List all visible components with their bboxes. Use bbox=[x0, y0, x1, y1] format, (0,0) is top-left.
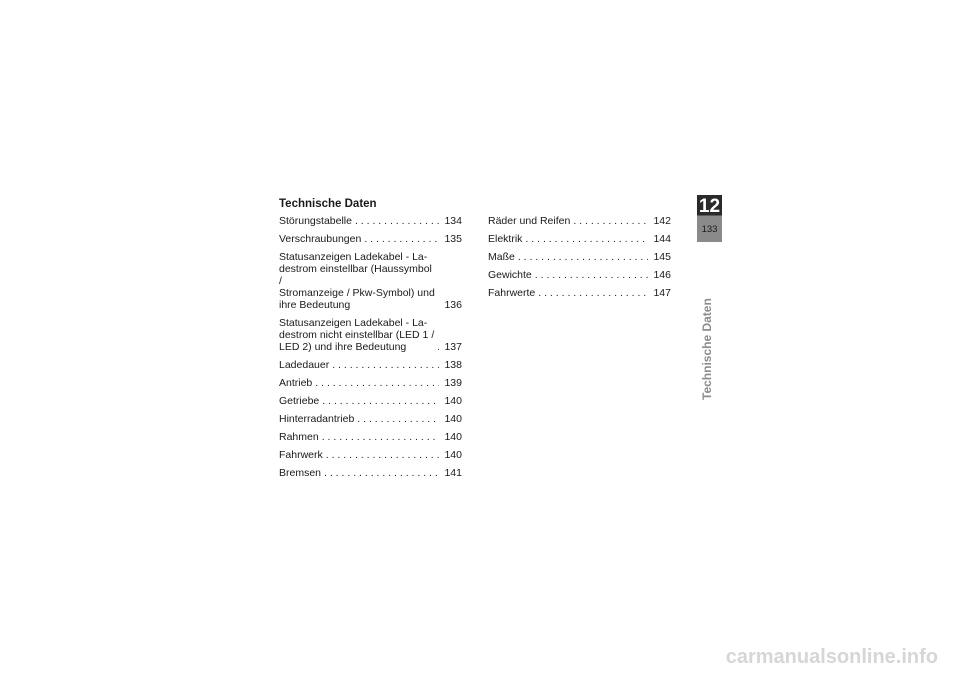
chapter-tab bbox=[697, 195, 722, 242]
toc-entry[interactable]: Ladedauer . . . 138 bbox=[279, 359, 462, 371]
toc-entry[interactable]: Störungstabelle . . . 134 bbox=[279, 215, 462, 227]
toc-entry[interactable]: Bremsen . . . 141 bbox=[279, 467, 462, 479]
toc-entry[interactable]: Räder und Reifen . . . 142 bbox=[488, 215, 671, 227]
toc-entry[interactable]: Elektrik . . . 144 bbox=[488, 233, 671, 245]
watermark: carmanualsonline.info bbox=[725, 646, 938, 668]
toc-entry[interactable]: Fahrwerk . . . 140 bbox=[279, 449, 462, 461]
toc-entry[interactable]: Maße . . . 145 bbox=[488, 251, 671, 263]
toc-right-column bbox=[488, 215, 671, 305]
toc-entry[interactable]: Gewichte . . . 146 bbox=[488, 269, 671, 281]
toc-entry[interactable]: Fahrwerte . . . 147 bbox=[488, 287, 671, 299]
toc-entry[interactable]: Rahmen . . . 140 bbox=[279, 431, 462, 443]
toc-entry[interactable]: Statusanzeigen Ladekabel - La- destrom nicht einstellbar (LED 1 / LED 2) und ihre Bedeutung . . . 137 bbox=[279, 317, 462, 353]
toc-entry[interactable]: Verschraubungen . . . 135 bbox=[279, 233, 462, 245]
chapter-number: 12 bbox=[698, 196, 721, 217]
page-number: 133 bbox=[701, 224, 718, 235]
toc-entry[interactable]: Hinterradantrieb . . . 140 bbox=[279, 413, 462, 425]
toc-entry[interactable]: Antrieb . . . 139 bbox=[279, 377, 462, 389]
section-title: Technische Daten bbox=[279, 198, 377, 210]
toc-entry[interactable]: Statusanzeigen Ladekabel - La- destrom einstellbar (Haussymbol / Stromanzeige / Pkw-Symbol) und ihre Bedeutung 136 bbox=[279, 251, 462, 311]
toc-left-column bbox=[279, 215, 462, 485]
toc-entry[interactable]: Getriebe . . . 140 bbox=[279, 395, 462, 407]
side-chapter-label: Technische Daten bbox=[700, 298, 714, 400]
